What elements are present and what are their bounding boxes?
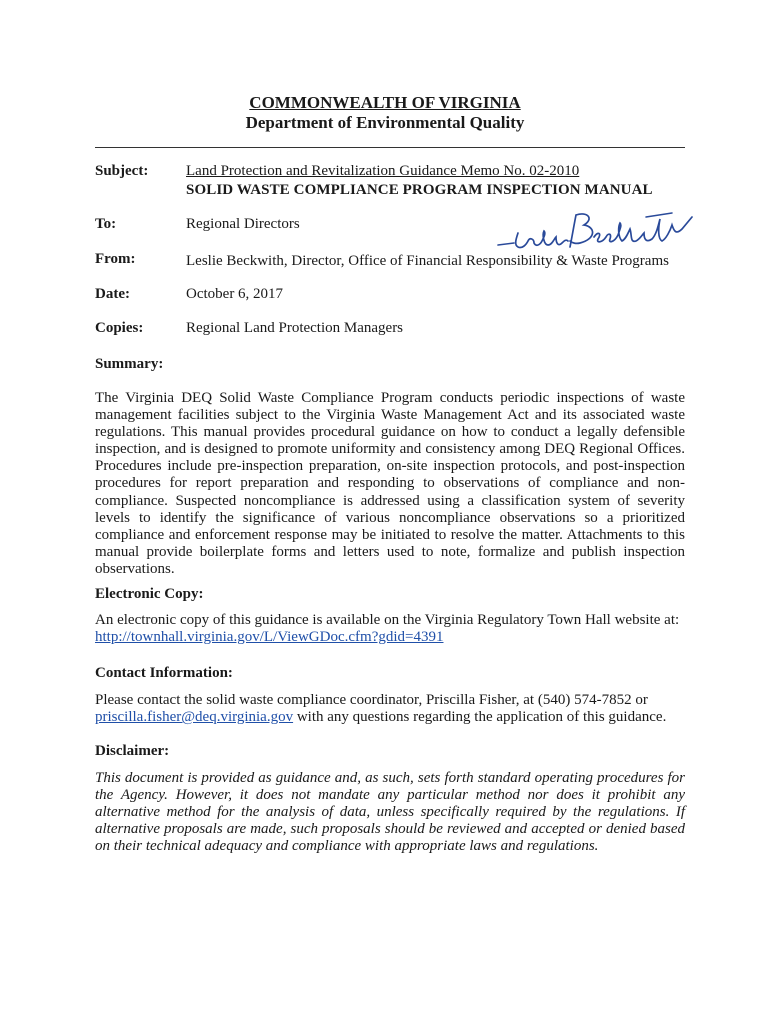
to-value: Regional Directors [186,216,300,232]
agency-title: COMMONWEALTH OF VIRGINIA [249,93,521,112]
contact-description-end: with any questions regarding the application of this guidance. [293,709,667,726]
to-label: To: [95,216,117,232]
department-title: Department of Environmental Quality [245,113,525,132]
disclaimer-text: This document is provided as guidance and, as such, sets forth standard operating procedures for the Agency. However, it does not mandate any particular method nor does it prohibit any alternative method for the analysis of data, unless specifically required by the regulations. If alternative proposals are made, such proposals should be reviewed and accepted or denied based on their technical adequacy and compliance with appropriate laws and regulations. [95,770,685,855]
electronic-copy-text [95,612,685,646]
date-label: Date: [95,286,130,302]
signature-icon [496,205,696,257]
townhall-link[interactable]: http://townhall.virginia.gov/L/ViewGDoc.cfm?gdid=4391 [95,629,444,646]
summary-text: The Virginia DEQ Solid Waste Compliance Program conducts periodic inspections of waste management facilities subject to the Virginia Waste Management Act and its associated waste regulations. This manual provides procedural guidance on how to conduct a legally defensible inspection, and is designed to promote uniformity and consistency among DEQ Regional Offices. Procedures include pre-inspection preparation, on-site inspection protocols, and post-inspection procedures for report preparation and responding to observations of compliance and non-compliance. Suspected noncompliance is addressed using a classification system of severity levels to identify the significance of various noncompliance observations so a prioritized compliance and enforcement response may be initiated to resolve the matter. Attachments to this manual provide boilerplate forms and letters used to note, formalize and publish inspection observations. [95,390,685,577]
from-value: Leslie Beckwith, Director, Office of Financial Responsibility & Waste Programs [186,253,669,269]
copies-value: Regional Land Protection Managers [186,320,404,336]
contact-email-link[interactable]: priscilla.fisher@deq.virginia.gov [95,709,294,726]
contact-description: Please contact the solid waste compliance coordinator, Priscilla Fisher, at (540) 574-7852 or [95,692,648,708]
from-label: From: [95,251,136,267]
disclaimer-heading: Disclaimer: [95,743,170,759]
subject-line-2: SOLID WASTE COMPLIANCE PROGRAM INSPECTION MANUAL [186,182,653,198]
contact-heading: Contact Information: [95,665,233,681]
date-value: October 6, 2017 [186,286,284,302]
electronic-copy-description: An electronic copy of this guidance is available on the Virginia Regulatory Town Hall website at: [95,612,680,628]
electronic-copy-heading: Electronic Copy: [95,586,204,602]
subject-line-1: Land Protection and Revitalization Guidance Memo No. 02-2010 [186,163,580,179]
header-divider [95,147,685,148]
summary-heading: Summary: [95,356,164,372]
copies-label: Copies: [95,320,144,336]
contact-text [95,692,685,726]
subject-label: Subject: [95,163,149,179]
signature [496,205,696,257]
